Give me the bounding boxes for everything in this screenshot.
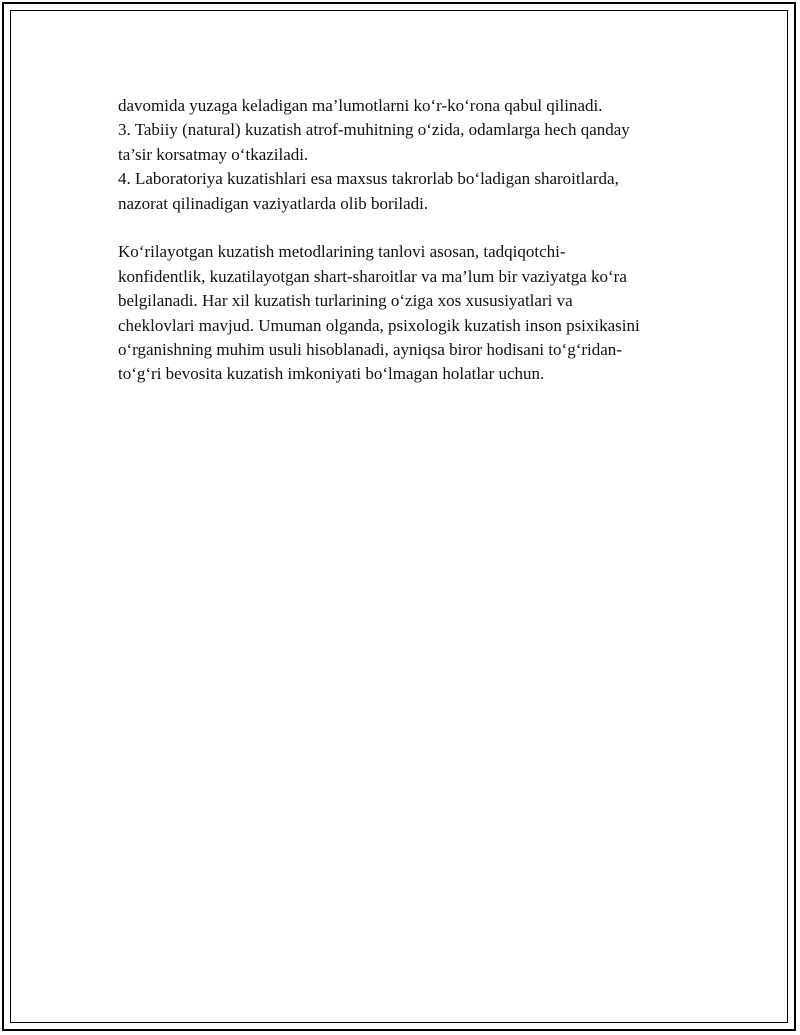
list-item-3-line-2: ta’sir korsatmay o‘tkaziladi. bbox=[118, 144, 309, 164]
paragraph-line: belgilanadi. Har xil kuzatish turlarining o‘ziga xos xususiyatlari va bbox=[118, 291, 573, 311]
paragraph-line: Ko‘rilayotgan kuzatish metodlarining tanlovi asosan, tadqiqotchi- bbox=[118, 242, 566, 262]
paragraph-line: o‘rganishning muhim usuli hisoblanadi, ayniqsa biror hodisani to‘g‘ridan- bbox=[118, 340, 622, 360]
paragraph-line: konfidentlik, kuzatilayotgan shart-sharoitlar va ma’lum bir vaziyatga ko‘ra bbox=[118, 266, 627, 286]
list-item-4-line-2: nazorat qilinadigan vaziyatlarda olib boriladi. bbox=[118, 193, 429, 213]
paragraph-line: to‘g‘ri bevosita kuzatish imkoniyati bo‘lmagan holatlar uchun. bbox=[118, 364, 545, 384]
list-item-3-line-1: 3. Tabiiy (natural) kuzatish atrof-muhitning o‘zida, odamlarga hech qanday bbox=[118, 120, 630, 140]
paragraph-line: cheklovlari mavjud. Umuman olganda, psixologik kuzatish inson psixikasini bbox=[118, 315, 640, 335]
text-line: davomida yuzaga keladigan ma’lumotlarni ko‘r-ko‘rona qabul qilinadi. bbox=[118, 96, 603, 115]
paragraph-gap bbox=[118, 216, 698, 240]
list-item-4-line-1: 4. Laboratoriya kuzatishlari esa maxsus takrorlab bo‘ladigan sharoitlarda, bbox=[118, 169, 619, 189]
document-text bbox=[118, 94, 698, 387]
